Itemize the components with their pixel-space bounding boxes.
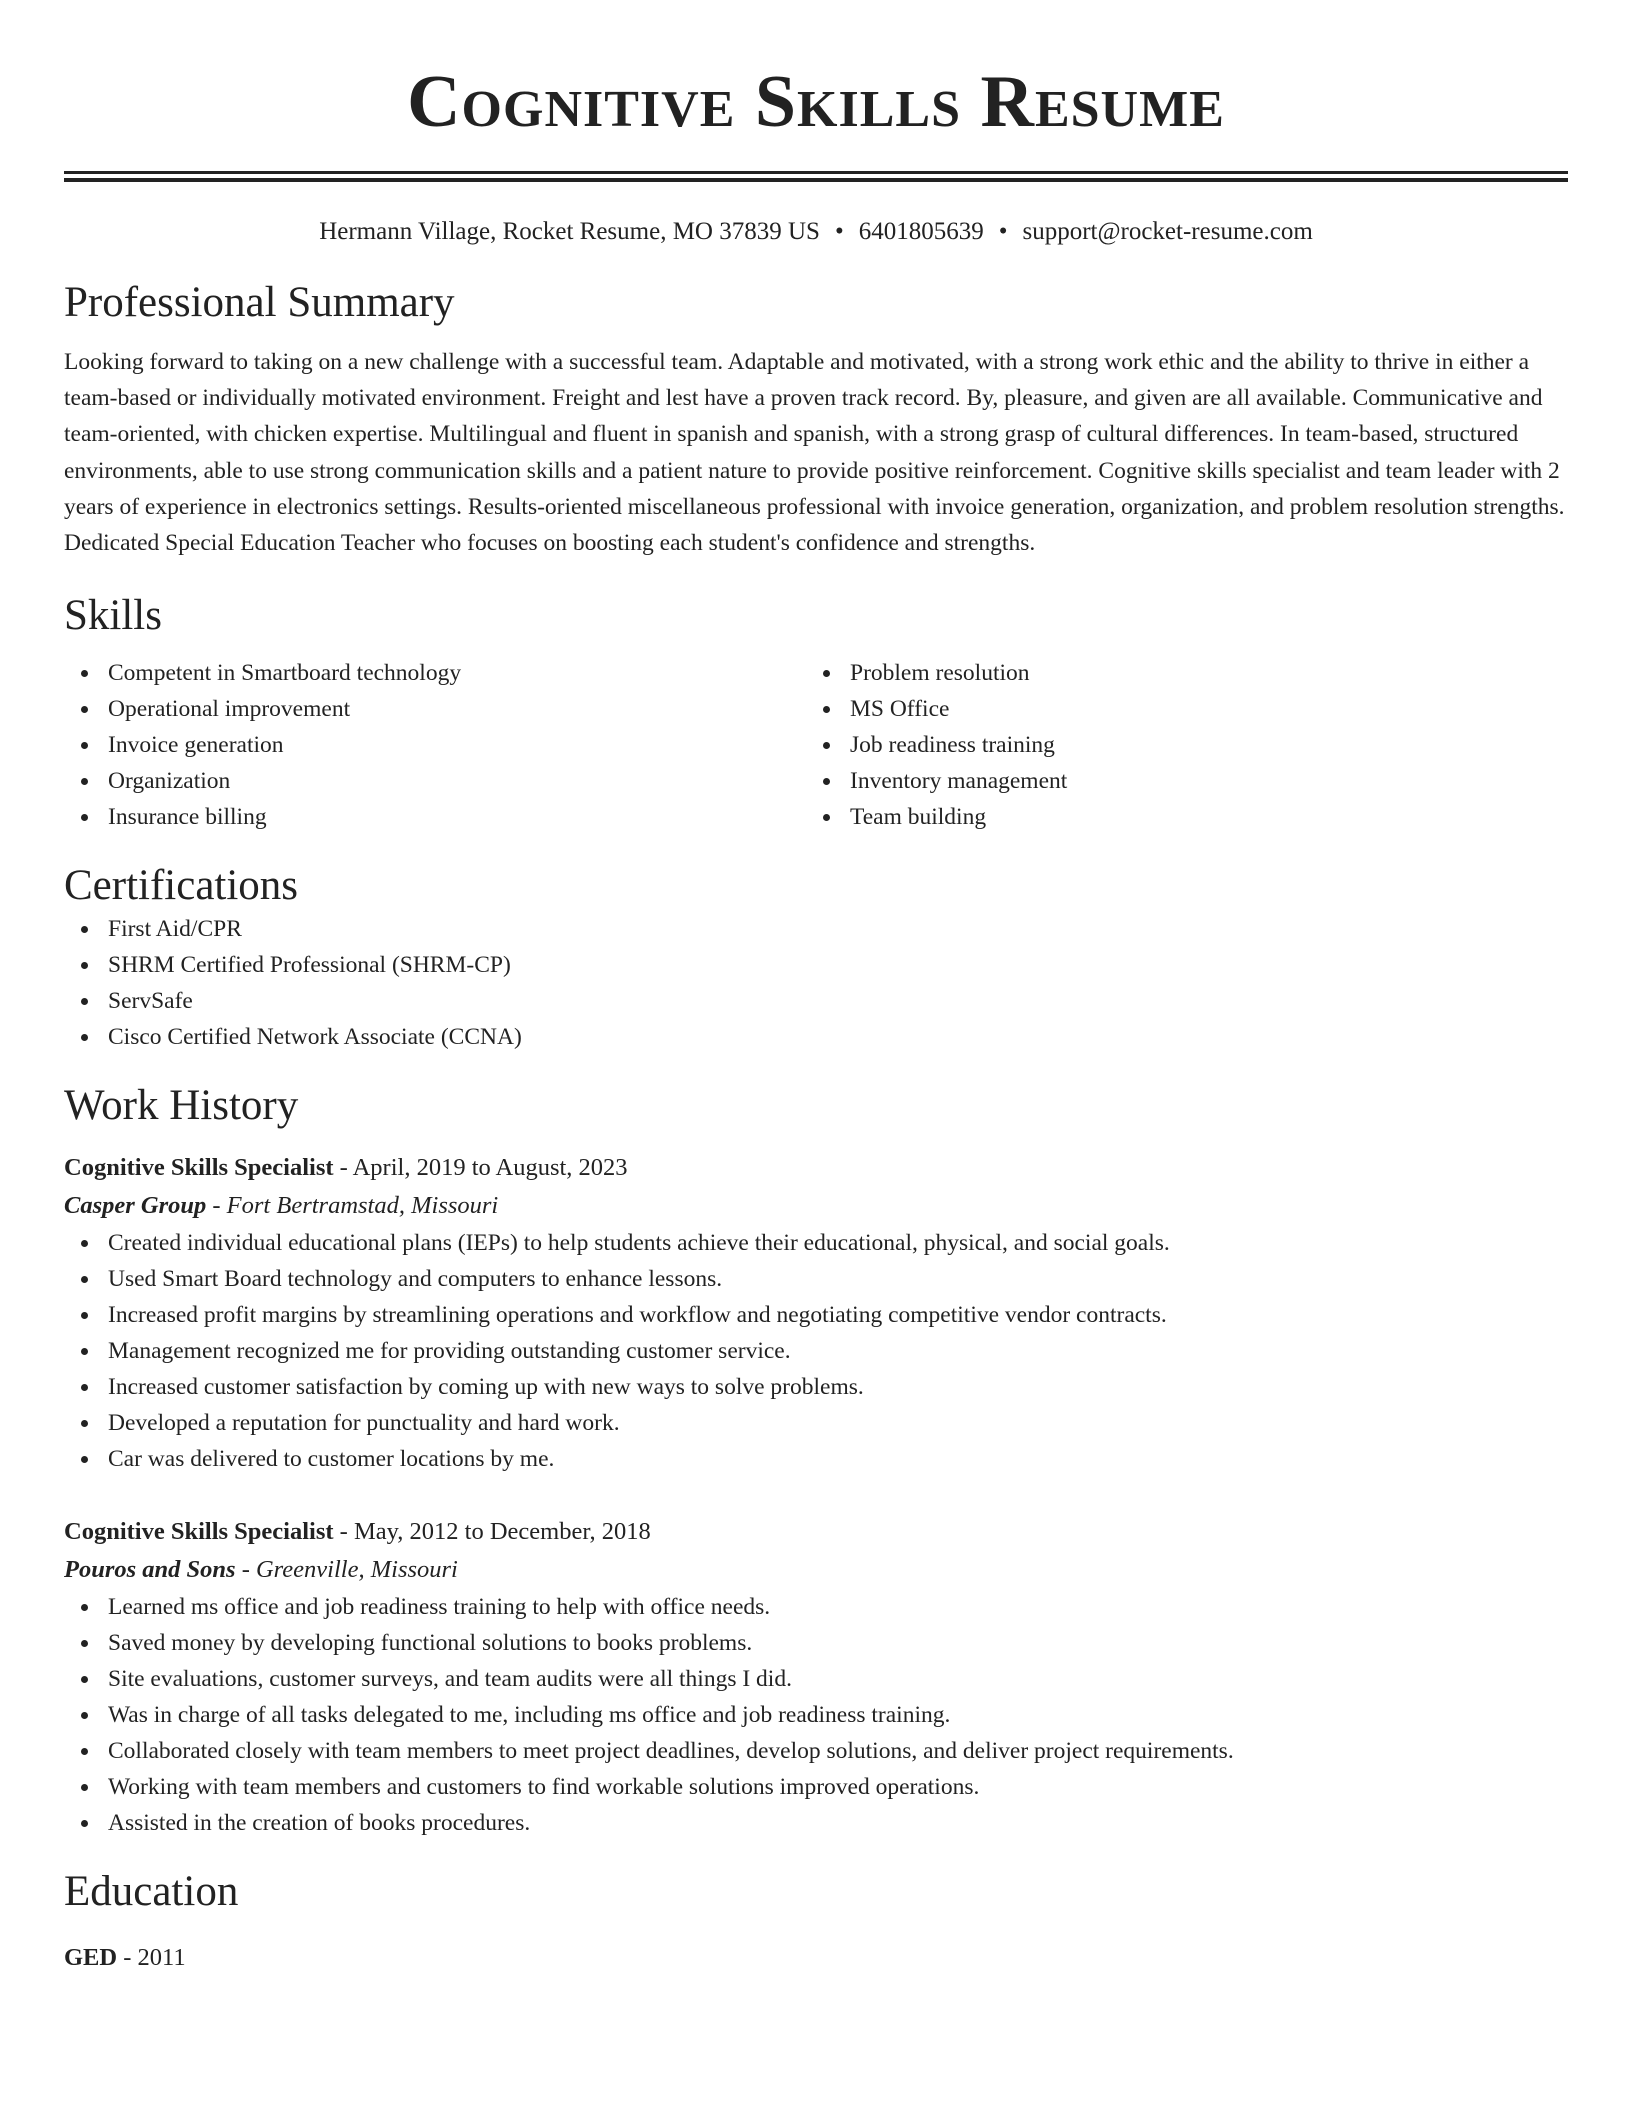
certifications-heading: Certifications [64, 862, 299, 910]
job-dates: - May, 2012 to December, 2018 [333, 1518, 651, 1546]
job-duty: Saved money by developing functional solutions to books problems. [64, 1625, 1568, 1661]
job-duty: Assisted in the creation of books procedures. [64, 1805, 1568, 1841]
job-duties-list [64, 1225, 1568, 1477]
job-duty: Working with team members and customers to find workable solutions improved operations. [64, 1769, 1568, 1805]
skills-column-right [806, 655, 1548, 835]
job-role: Cognitive Skills Specialist [64, 1154, 334, 1182]
job-entry [64, 1149, 1568, 1477]
job-duty: Increased profit margins by streamlining operations and workflow and negotiating competitive vendor contracts. [64, 1297, 1568, 1333]
job-duty: Management recognized me for providing outstanding customer service. [64, 1333, 1568, 1369]
job-duty: Learned ms office and job readiness training to help with office needs. [64, 1589, 1568, 1625]
certification-item: Cisco Certified Network Associate (CCNA) [64, 1019, 1568, 1055]
skill-item: Inventory management [806, 763, 1548, 799]
contact-phone: 6401805639 [858, 218, 984, 245]
job-duties-list [64, 1589, 1568, 1841]
skills-column-left [64, 655, 806, 835]
job-duty: Site evaluations, customer surveys, and team audits were all things I did. [64, 1661, 1568, 1697]
resume-title: Cognitive Skills Resume [407, 61, 1225, 143]
skill-item: Organization [64, 763, 806, 799]
certification-item: First Aid/CPR [64, 911, 1568, 947]
job-duty: Collaborated closely with team members to meet project deadlines, develop solutions, and deliver project requirements. [64, 1733, 1568, 1769]
summary-text: Looking forward to taking on a new challenge with a successful team. Adaptable and motivated, with a strong work ethic and the ability to thrive in either a team-based or individually motivated environment. Freight and lest have a proven track record. By, pleasure, and given are all available. Communicative and team-oriented, with chicken expertise. Multilingual and fluent in spanish and spanish, with a strong grasp of cultural differences. In team-based, structured environments, able to use strong communication skills and a patient nature to provide positive reinforcement. Cognitive skills specialist and team leader with 2 years of experience in electronics settings. Results-oriented miscellaneous professional with invoice generation, organization, and problem resolution strengths. Dedicated Special Education Teacher who focuses on boosting each student's confidence and strengths. [64, 349, 1565, 557]
skill-item: Team building [806, 799, 1548, 835]
skills-list-right [806, 655, 1548, 835]
skill-item: MS Office [806, 691, 1548, 727]
work-history-heading: Work History [64, 1082, 299, 1130]
skills-list-left [64, 655, 806, 835]
contact-separator: • [834, 218, 844, 245]
skill-item: Insurance billing [64, 799, 806, 835]
job-duty: Increased customer satisfaction by coming up with new ways to solve problems. [64, 1369, 1568, 1405]
certification-item: SHRM Certified Professional (SHRM-CP) [64, 947, 1568, 983]
skill-item: Competent in Smartboard technology [64, 655, 806, 691]
title-divider [64, 171, 1568, 182]
contact-address: Hermann Village, Rocket Resume, MO 37839 US [319, 218, 820, 245]
contact-separator: • [998, 218, 1008, 245]
job-entry [64, 1513, 1568, 1841]
education-year: - 2011 [117, 1944, 186, 1972]
job-duty: Created individual educational plans (IEPs) to help students achieve their educational, physical, and social goals. [64, 1225, 1568, 1261]
certifications-list [64, 911, 1568, 1055]
job-company: Casper Group [64, 1192, 207, 1220]
summary-heading: Professional Summary [64, 279, 455, 326]
certification-item: ServSafe [64, 983, 1568, 1019]
job-role: Cognitive Skills Specialist [64, 1518, 334, 1546]
job-company: Pouros and Sons [64, 1556, 236, 1584]
job-location: - Greenville, Missouri [235, 1556, 458, 1584]
skill-item: Job readiness training [806, 727, 1548, 763]
skill-item: Operational improvement [64, 691, 806, 727]
job-dates: - April, 2019 to August, 2023 [333, 1154, 628, 1182]
job-duty: Car was delivered to customer locations by me. [64, 1441, 1568, 1477]
education-heading: Education [64, 1868, 239, 1916]
job-duty: Used Smart Board technology and computers to enhance lessons. [64, 1261, 1568, 1297]
contact-line [64, 216, 1568, 248]
skill-item: Invoice generation [64, 727, 806, 763]
skill-item: Problem resolution [806, 655, 1548, 691]
education-entry [64, 1939, 1568, 1977]
skills-grid [64, 655, 1568, 835]
job-duty: Developed a reputation for punctuality and hard work. [64, 1405, 1568, 1441]
resume-page [64, 0, 1568, 1977]
education-degree: GED [64, 1944, 118, 1972]
skills-heading: Skills [64, 592, 162, 640]
job-employer [64, 1551, 1568, 1589]
job-location: - Fort Bertramstad, Missouri [206, 1192, 499, 1220]
job-header [64, 1149, 1568, 1187]
job-header [64, 1513, 1568, 1551]
contact-email: support@rocket-resume.com [1022, 218, 1313, 245]
job-employer [64, 1187, 1568, 1225]
job-duty: Was in charge of all tasks delegated to me, including ms office and job readiness training. [64, 1697, 1568, 1733]
